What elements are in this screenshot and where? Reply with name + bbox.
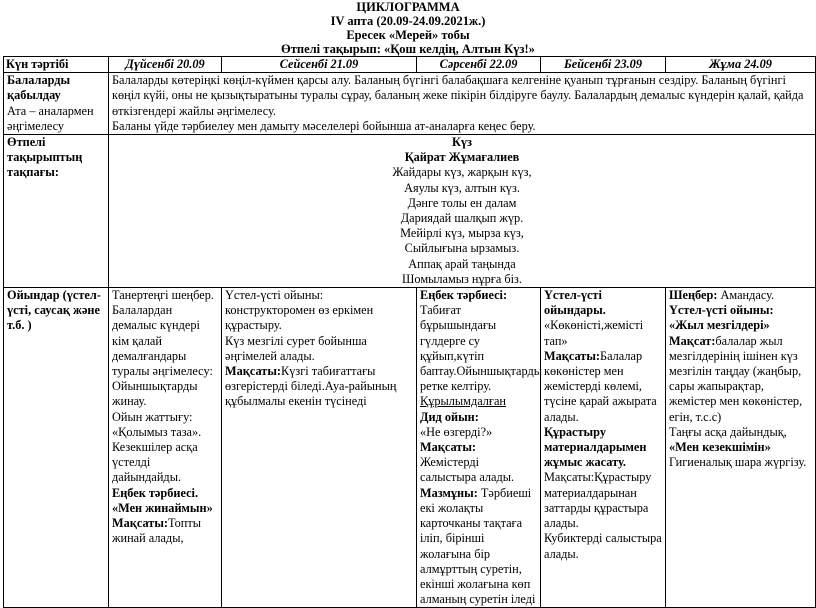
poem-line: Сыйлығына ырзамыз. [404, 241, 520, 256]
cell-text: Табиғат бұрышындағы гүлдерге су құйып,күтіп баптау.Ойыншықтарды ретке келтіру. [420, 303, 542, 394]
goal-text: Балалар көкөністер мен жемістерді көлемі, түсіне қарай ажырата алады. [544, 348, 657, 424]
cell-text: «Көкөністі,жемісті тап» [544, 318, 644, 348]
document-title: ЦИКЛОГРАММА [356, 0, 460, 14]
table-row [4, 135, 816, 288]
cell-heading: Құрастыру материалдарымен жұмыс жасату. [544, 424, 647, 470]
poem-line: Аппақ арай таңында [408, 256, 516, 271]
poem-author: Қайрат Жұмағалиев [404, 150, 520, 165]
cell-text: Ойын жаттығу: «Қолымыз таза». [112, 409, 202, 439]
thursday-cell [541, 288, 666, 608]
column-header: Күн тәртібі [4, 57, 109, 73]
cell-heading: Үстел-үсті ойындары. [544, 288, 606, 318]
column-header: Дүйсенбі 20.09 [109, 57, 222, 73]
reception-text: Балаларды көтеріңкі көңіл-күймен қарсы алу. Баланың бүгінгі балабақшаға келгеніне қуанып тұрғанын сездіру. Баланың бүгінгі көңіл күйі, оны не қызықтыратыны туралы сұрау, баланың жеке пікірін білдіруге баулу. Балалардың демалыс күндерін қалай, қайда өткізгендері жайлы әңгімелесу. [112, 73, 804, 118]
reception-cell [109, 73, 816, 135]
cell-text: Балалардан демалыс күндері кім қалай демалғандары туралы әңгімелесу: Ойыншықтарды жинау. [112, 303, 213, 409]
cell-text: Кубиктерді салыстыра алады. [544, 531, 662, 561]
goal-label: Мақсаты: [544, 470, 595, 485]
row-label-rest: Ата – аналармен әңгімелесу [7, 103, 94, 133]
row-label: Ойындар (үстел-үсті, саусақ және т.б. ) [4, 288, 109, 608]
row-label-bold: Балаларды қабылдау [7, 73, 71, 103]
poem-cell [109, 135, 816, 288]
poem-title: Күз [451, 135, 472, 150]
poem-line: Шомыламыз нұрға біз. [402, 271, 522, 286]
cell-heading: Еңбек тәрбиесі: [420, 288, 508, 303]
parents-advice-text: Баланы үйде тәрбиелеу мен дамыту мәселелері бойынша ат-аналарға кеңес беру. [112, 118, 536, 133]
cell-text: Гигиеналық шара жүргізу. [669, 455, 807, 470]
cell-text: Таңғы асқа дайындық, [669, 424, 787, 439]
cell-text: Кезекшілер асқа үстелді дайындайды. [112, 440, 198, 485]
goal-label: Мақсаты: [544, 348, 601, 363]
cell-text: Күз мезгілі сурет бойынша әңгімелей алады. [225, 333, 367, 363]
row-label [4, 73, 109, 135]
table-header-row [4, 57, 816, 73]
cell-heading: «Мен кезекшімін» [669, 440, 771, 455]
monday-cell [109, 288, 222, 608]
cell-heading: «Мен жинаймын» [112, 500, 213, 515]
poem-line: Жайдары күз, жарқын күз, [392, 165, 532, 180]
goal-label: Мақсат: [669, 333, 716, 348]
table-row [4, 288, 816, 608]
poem-line: Дәнге толы ен далам [407, 195, 517, 210]
cell-text: Танертеңгі шеңбер. [112, 288, 214, 303]
tuesday-cell [222, 288, 417, 608]
goal-text: Жемістерді салыстыра алады. [420, 455, 515, 485]
wednesday-cell [417, 288, 541, 608]
week-label: IV апта (20.09-24.09.2021ж.) [330, 14, 486, 28]
row-label: Өтпелі тақырыптың тақпағы: [4, 135, 109, 288]
poem-line: Мейірлі күз, мырза күз, [400, 226, 524, 241]
content-text: Тәрбиеші екі жолақты карточканы тақтаға іліп, бірінші жолағына бір алмұрттың суретін, екінші жолағына көп алманың суретін іледі [420, 485, 536, 607]
table-row [4, 73, 816, 135]
cell-text: «Не өзгерді?» [420, 424, 493, 439]
poem-line: Дариядай шалқып жүр. [400, 211, 524, 226]
goal-text: балалар жыл мезгілдерінің ішінен күз мезгілін таңдау (жаңбыр, сары жапырақтар, жемістер мен көкөністер, егін, т.с.с) [669, 333, 803, 424]
cell-heading: Үстел-үсті ойыны: [669, 303, 774, 318]
content-label: Мазмұны: [420, 485, 478, 500]
goal-label: Мақсаты: [420, 440, 477, 455]
poem-line: Аяулы күз, алтын күз. [404, 180, 520, 195]
column-header: Сейсенбі 21.09 [222, 57, 417, 73]
column-header: Сәрсенбі 22.09 [417, 57, 541, 73]
cell-heading: Дид ойын: [420, 409, 479, 424]
goal-label: Мақсаты: [112, 516, 169, 531]
goal-text: Құрастыру материалдарынан заттарды құрастыра алады. [544, 470, 652, 531]
cyclogram-table [3, 56, 816, 608]
circle-text: Амандасу. [720, 288, 775, 303]
cell-text: Құрылымдалған [420, 394, 506, 409]
column-header: Жұма 24.09 [666, 57, 816, 73]
topic-label: Өтпелі тақырып: «Қош келдің, Алтын Күз!» [281, 42, 535, 56]
cell-text: Үстел-үсті ойыны: конструкторомен өз еркімен құрастыру. [225, 288, 374, 333]
group-label: Ересек «Мерей» тобы [346, 28, 470, 42]
goal-text: Күзгі табиғаттағы өзгерістерді біледі.Ауа-райының құбылмалы екенін түсінеді [225, 364, 397, 409]
circle-label: Шеңбер: [669, 288, 718, 303]
goal-label: Мақсаты: [225, 364, 282, 379]
cell-heading: «Жыл мезгілдері» [669, 318, 770, 333]
cell-heading: Еңбек тәрбиесі. [112, 485, 199, 500]
friday-cell [666, 288, 816, 608]
column-header: Бейсенбі 23.09 [541, 57, 666, 73]
goal-text: Топты жинай алады, [112, 516, 201, 546]
